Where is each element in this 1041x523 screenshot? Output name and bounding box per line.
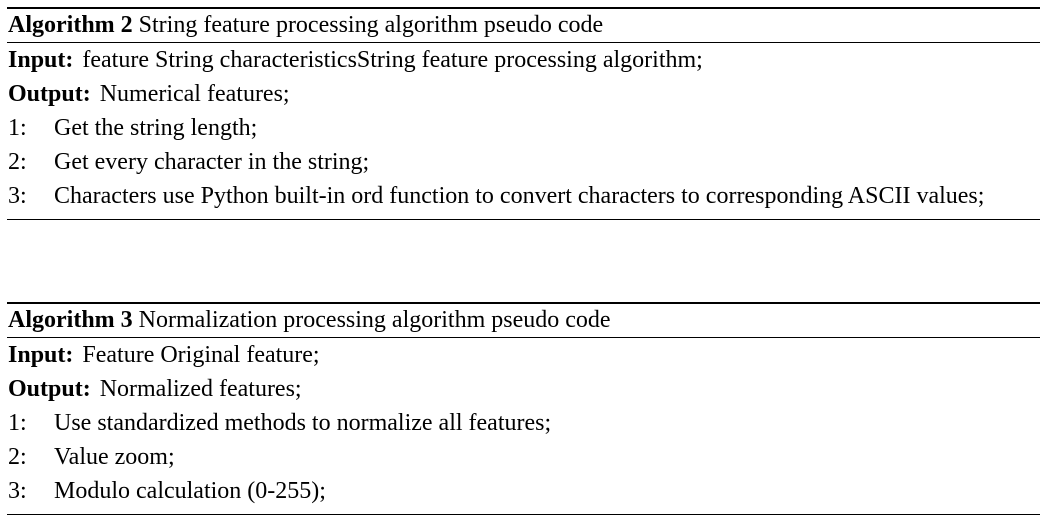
step-text: Characters use Python built-in ord function to convert characters to corresponding ASCII values; xyxy=(54,183,985,209)
step-text: Use standardized methods to normalize all features; xyxy=(54,410,552,436)
output-label: Output: xyxy=(8,376,91,402)
step-line xyxy=(7,111,1040,145)
step-number: 3: xyxy=(8,183,27,209)
algorithm-caption xyxy=(7,304,1040,337)
algorithm-title: String feature processing algorithm pseudo code xyxy=(138,12,604,38)
step-line xyxy=(7,474,1040,508)
step-number: 2: xyxy=(8,149,27,175)
output-label: Output: xyxy=(8,81,91,107)
input-label: Input: xyxy=(8,342,74,368)
step-text: Get the string length; xyxy=(54,115,258,141)
output-line xyxy=(7,77,1040,111)
input-text: feature String characteristicsString feature processing algorithm; xyxy=(82,47,703,73)
step-text: Value zoom; xyxy=(54,444,175,470)
output-line xyxy=(7,372,1040,406)
bottom-rule xyxy=(7,514,1040,515)
step-number: 1: xyxy=(8,115,27,141)
output-text: Numerical features; xyxy=(99,81,290,107)
step-number: 1: xyxy=(8,410,27,436)
output-text: Normalized features; xyxy=(99,376,302,402)
input-line xyxy=(7,43,1040,77)
step-line xyxy=(7,145,1040,179)
step-number: 3: xyxy=(8,478,27,504)
step-line xyxy=(7,406,1040,440)
step-text: Modulo calculation (0-255); xyxy=(54,478,326,504)
algorithm-3-block xyxy=(7,302,1040,515)
step-line xyxy=(7,179,1040,213)
algorithm-label: Algorithm 2 xyxy=(8,12,133,38)
input-label: Input: xyxy=(8,47,74,73)
algorithm-title: Normalization processing algorithm pseudo code xyxy=(138,307,611,333)
step-line xyxy=(7,440,1040,474)
input-line xyxy=(7,338,1040,372)
algorithm-label: Algorithm 3 xyxy=(8,307,133,333)
input-text: Feature Original feature; xyxy=(82,342,320,368)
bottom-rule xyxy=(7,219,1040,220)
step-number: 2: xyxy=(8,444,27,470)
algorithm-2-block xyxy=(7,7,1040,220)
step-text: Get every character in the string; xyxy=(54,149,370,175)
algorithm-caption xyxy=(7,9,1040,42)
